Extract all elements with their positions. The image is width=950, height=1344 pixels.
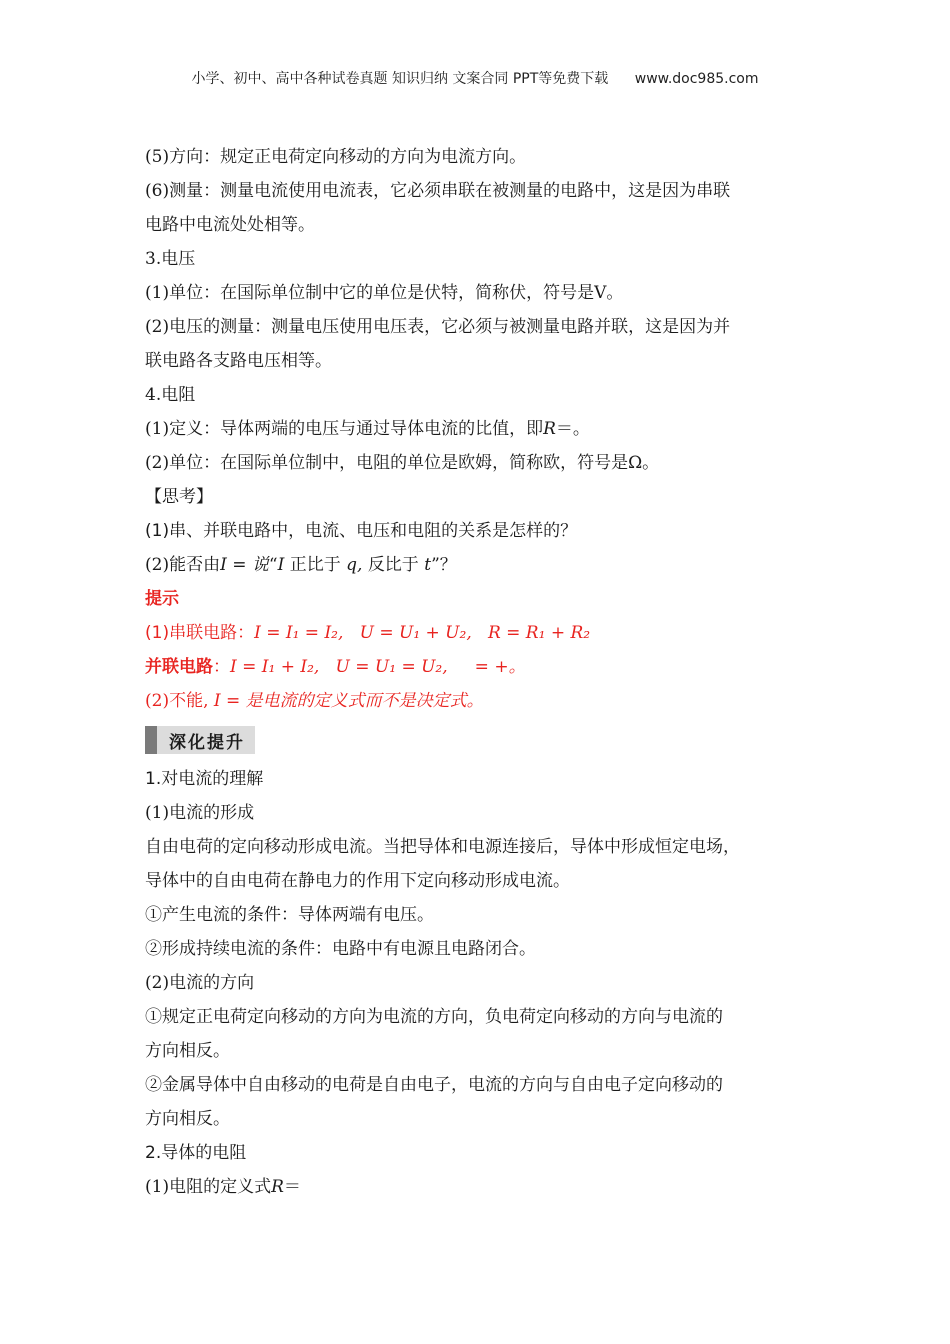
page-header	[0, 68, 950, 88]
resistance-def-prefix: (1)定义：导体两端的电压与通过导体电流的比值，即	[145, 419, 544, 439]
current-measure-line1: (6)测量：测量电流使用电流表，它必须串联在被测量的电路中，这是因为串联	[145, 181, 731, 201]
resistance-unit: (2)单位：在国际单位制中，电阻的单位是欧姆，简称欧，符号是Ω。	[145, 453, 660, 473]
deepen-direction2-line1: ②金属导体中自由移动的电荷是自由电子，电流的方向与自由电子定向移动的	[145, 1075, 723, 1095]
hint-series-label: (1)串联电路	[145, 623, 238, 643]
document-body	[145, 140, 825, 1204]
deepen-banner-row	[145, 718, 825, 762]
hint-parallel-eq2: U = U₁ = U₂,	[335, 657, 448, 677]
current-measure-line2: 电路中电流处处相等。	[145, 215, 315, 235]
think-q2-formula: I = 说	[220, 555, 269, 575]
r1-prefix: (1)电阻的定义式	[145, 1177, 272, 1197]
hint-parallel-sep: ：	[213, 657, 230, 677]
hint-series-sep: ：	[237, 623, 255, 643]
deepen-heading-1: 1.对电流的理解	[145, 769, 264, 789]
deepen-heading-2: 2.导体的电阻	[145, 1143, 247, 1163]
header-text: 小学、初中、高中各种试卷真题 知识归纳 文案合同 PPT等免费下载	[191, 71, 609, 87]
deepen-para1-line1: 自由电荷的定向移动形成电流。当把导体和电源连接后，导体中形成恒定电场，	[145, 837, 740, 857]
think-q2-t: t	[424, 555, 432, 575]
think-q2-prefix: (2)能否由	[145, 555, 221, 575]
r1-var: R	[271, 1177, 284, 1197]
hint-series	[145, 616, 825, 650]
think-q2-q: q,	[346, 555, 363, 575]
hint-answer-rest: I = 是电流的定义式而不是决定式。	[213, 691, 484, 711]
resistance-heading: 4.电阻	[145, 385, 196, 405]
think-q2-I: I	[277, 555, 285, 575]
hint-parallel-eq3: = +。	[474, 657, 526, 677]
deepen-banner	[145, 726, 255, 754]
resistance-def-var: R	[543, 419, 556, 439]
voltage-measure-line1: (2)电压的测量：测量电压使用电压表，它必须与被测量电路并联，这是因为并	[145, 317, 731, 337]
deepen-direction2-line2: 方向相反。	[145, 1109, 230, 1129]
think-q2-quote-open: “	[268, 555, 278, 575]
deepen-condition-1: ①产生电流的条件：导体两端有电压。	[145, 905, 434, 925]
deepen-direction1-line1: ①规定正电荷定向移动的方向为电流的方向，负电荷定向移动的方向与电流的	[145, 1007, 723, 1027]
deepen-direction1-line2: 方向相反。	[145, 1041, 230, 1061]
hint-answer-prefix: (2)不能,	[145, 691, 209, 711]
header-site-link[interactable]: www.doc985.com	[634, 71, 759, 87]
resistance-definition	[145, 412, 825, 446]
voltage-heading: 3.电压	[145, 249, 196, 269]
think-title: 【思考】	[145, 487, 213, 507]
hint-parallel-label: 并联电路	[145, 657, 213, 677]
think-q2-text1: 正比于	[289, 555, 341, 575]
think-q2-end: ”？	[431, 555, 457, 575]
deepen-sub-2: (2)电流的方向	[145, 973, 255, 993]
deepen-sub-1: (1)电流的形成	[145, 803, 255, 823]
resistance-definition-formula	[145, 1170, 825, 1204]
deepen-para1-line2: 导体中的自由电荷在静电力的作用下定向移动形成电流。	[145, 871, 570, 891]
deepen-condition-2: ②形成持续电流的条件：电路中有电源且电路闭合。	[145, 939, 536, 959]
hint-series-eq3: R = R₁ + R₂	[487, 623, 591, 643]
hint-series-eq1: I = I₁ = I₂,	[254, 623, 344, 643]
resistance-def-suffix: ＝。	[555, 419, 590, 439]
think-question-2	[145, 548, 825, 582]
voltage-measure-line2: 联电路各支路电压相等。	[145, 351, 332, 371]
hint-answer	[145, 684, 825, 718]
hint-title: 提示	[145, 589, 179, 609]
banner-bar	[145, 726, 157, 754]
hint-series-eq2: U = U₁ + U₂,	[359, 623, 472, 643]
current-direction: (5)方向：规定正电荷定向移动的方向为电流方向。	[145, 147, 527, 167]
deepen-banner-label: 深化提升	[169, 732, 245, 753]
think-q2-text2: 反比于	[367, 555, 419, 575]
think-question-1: (1)串、并联电路中，电流、电压和电阻的关系是怎样的？	[145, 521, 578, 541]
hint-parallel-eq1: I = I₁ + I₂,	[230, 657, 320, 677]
hint-parallel	[145, 650, 825, 684]
voltage-unit: (1)单位：在国际单位制中它的单位是伏特，简称伏，符号是V。	[145, 283, 624, 303]
r1-suffix: ＝	[283, 1177, 301, 1197]
